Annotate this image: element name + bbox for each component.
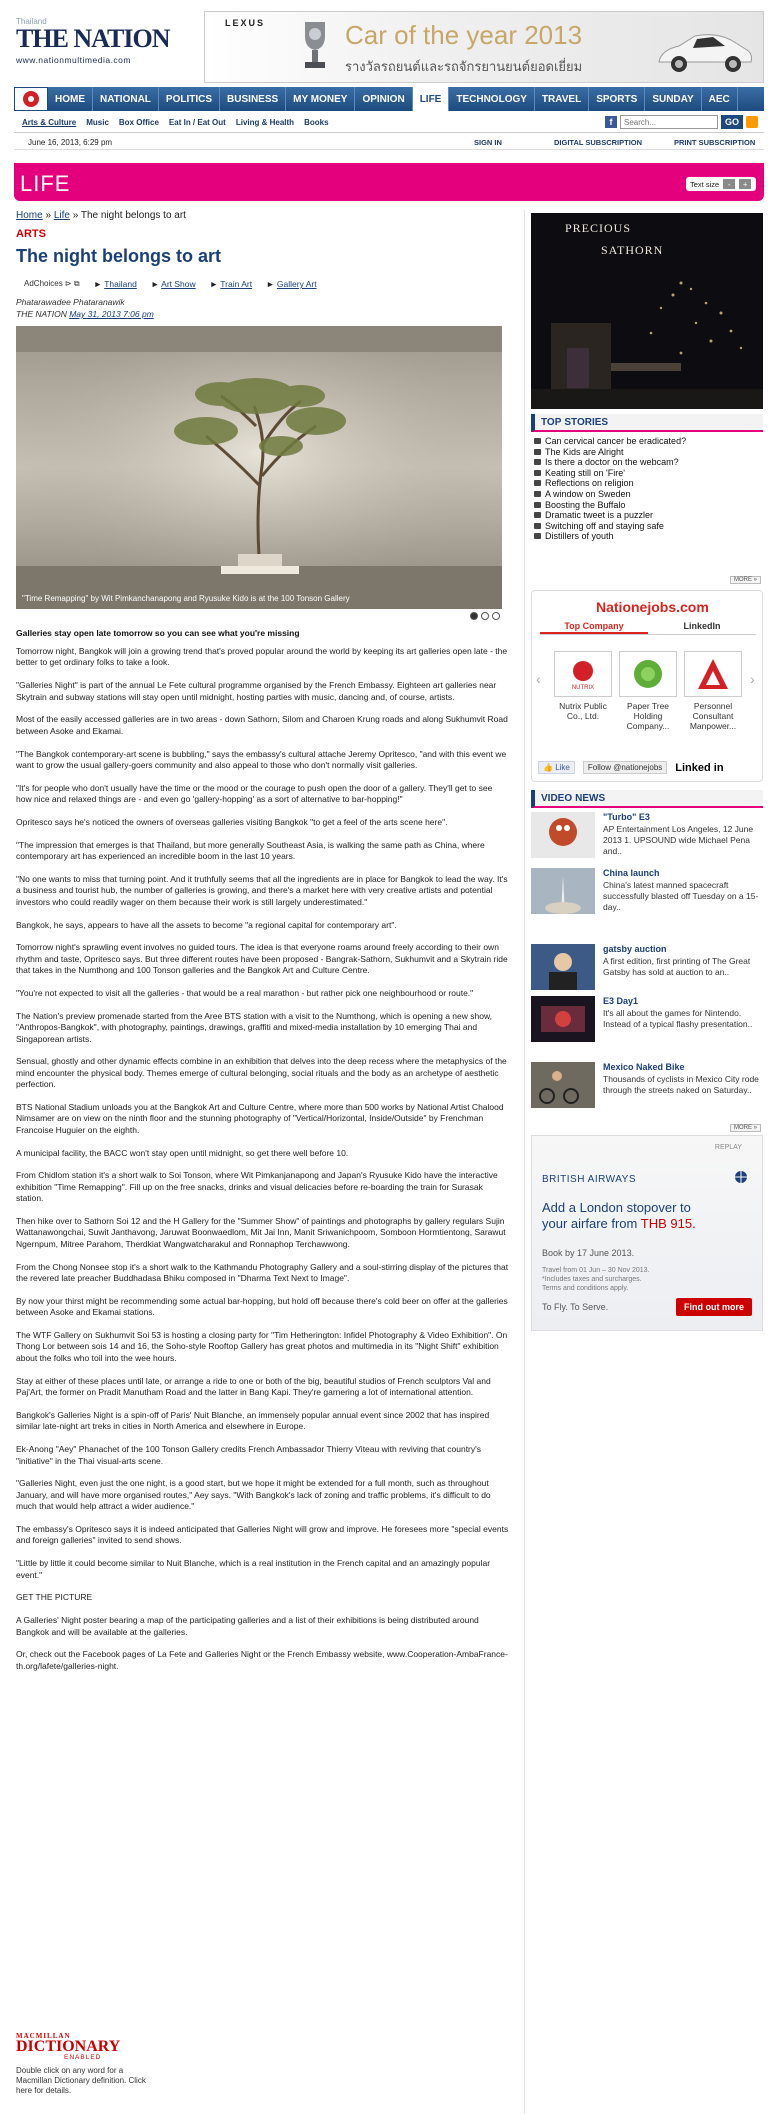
top-story-item[interactable]: A window on Sweden bbox=[531, 489, 763, 500]
article-paragraph: Sensual, ghostly and other dynamic effects combine in an exhibition that delves into the deep recess where the metaphysics of the mind encounter the physical body. Themes emerge of cultural belonging, social rituals and the body as an archetype of aesthetic perfection. bbox=[16, 1056, 507, 1090]
video-description: It's all about the games for Nintendo. Instead of a typical flashy presentation.. bbox=[603, 1008, 753, 1029]
macmillan-dictionary-widget[interactable] bbox=[16, 2032, 146, 2096]
ad-fine-print: Travel from 01 Jun – 30 Nov 2013. *Includes taxes and surcharges. Terms and conditions apply. bbox=[542, 1267, 650, 1292]
article-paragraph: Opritesco says he's noticed the owners of overseas galleries visiting Bangkok "to get a feel of the arts scene here". bbox=[16, 817, 448, 828]
company-nutrix[interactable] bbox=[552, 651, 614, 721]
tag-gallery-art[interactable]: ► Gallery Art bbox=[266, 279, 317, 289]
article-body bbox=[16, 646, 510, 1684]
sign-in-link[interactable]: SIGN IN bbox=[474, 138, 502, 147]
breadcrumb-separator: » bbox=[72, 210, 79, 221]
find-out-more-button[interactable]: Find out more bbox=[676, 1298, 752, 1316]
nav-business[interactable]: BUSINESS bbox=[220, 87, 286, 111]
masthead-title: THE NATION bbox=[16, 24, 170, 53]
globe-icon bbox=[734, 1170, 748, 1184]
article-source: THE NATION bbox=[16, 309, 67, 319]
top-stories-title: TOP bbox=[541, 416, 562, 428]
nav-my-money[interactable]: MY MONEY bbox=[286, 87, 355, 111]
top-story-item[interactable]: Distillers of youth bbox=[531, 531, 763, 542]
nav-life[interactable]: LIFE bbox=[413, 87, 450, 111]
subnav-books[interactable]: Books bbox=[304, 118, 329, 127]
personnel-consultant-logo bbox=[684, 651, 742, 697]
article-paragraph: The Nation's preview promenade started from the Aree BTS station with a visit to the Numthong, which is opening a new show, "Anthropos-Bangkok", with photography, paintings, drawings, graffiti and mixed-media installation by 10 emerging Thai and Singaporean artists. bbox=[16, 1010, 492, 1044]
article-tags bbox=[24, 279, 317, 289]
article-paragraph: Bangkok, he says, appears to have all the assets to become "a regional capital for contemporary art". bbox=[16, 919, 397, 930]
top-story-item[interactable]: The Kids are Alright bbox=[531, 447, 763, 458]
adchoices-icon: ⊳ bbox=[64, 279, 72, 288]
video-description: A first edition, first printing of The Great Gatsby has sold at auction to an.. bbox=[603, 956, 751, 977]
video-item[interactable] bbox=[531, 944, 763, 994]
tag-art-show[interactable]: ► Art Show bbox=[150, 279, 196, 289]
section-title: LIFE bbox=[20, 171, 71, 196]
subnav-arts-culture[interactable]: Arts & Culture bbox=[22, 118, 77, 127]
search-area bbox=[605, 115, 758, 129]
article-paragraph: Ek-Anong "Aey" Phanachet of the 100 Tonson Gallery credits French Ambassador Thierry Viteau with reviving that country's "initiative" in the Thai visual-arts scene. bbox=[16, 1444, 482, 1466]
video-description: Thousands of cyclists in Mexico City rode through the streets naked on Saturday.. bbox=[603, 1074, 759, 1095]
company-name: Personnel Consultant Manpower... bbox=[689, 701, 737, 731]
tab-linkedin[interactable]: LinkedIn bbox=[683, 621, 721, 631]
video-title: gatsby auction bbox=[603, 944, 667, 954]
nav-sunday[interactable]: SUNDAY bbox=[645, 87, 701, 111]
video-thumbnail bbox=[531, 996, 595, 1042]
top-stories-more-button[interactable]: MORE » bbox=[730, 576, 761, 584]
ad-book-by: Book by 17 June 2013. bbox=[542, 1248, 635, 1258]
text-size-decrease-button[interactable]: - bbox=[723, 179, 735, 189]
macmillan-logo-enabled: ENABLED bbox=[64, 2054, 102, 2061]
video-news-title-2: NEWS bbox=[575, 792, 606, 804]
photo-pager bbox=[470, 612, 500, 620]
pager-dot-3[interactable] bbox=[492, 612, 500, 620]
video-item[interactable] bbox=[531, 996, 763, 1046]
adchoices-label: AdChoices bbox=[24, 279, 63, 288]
video-title: China launch bbox=[603, 868, 660, 878]
tag-arrow-icon: ► bbox=[150, 279, 160, 289]
pager-dot-1[interactable] bbox=[470, 612, 478, 620]
subnav-living-health[interactable]: Living & Health bbox=[235, 118, 295, 127]
macmillan-note: Double click on any word for a Macmillan Dictionary definition. Click here for details. bbox=[16, 2066, 146, 2095]
article-paragraph: Most of the easily accessed galleries are in two areas - down Sathorn, Silom and Charoen Krung roads and along Sukhumvit Road between Asoke and Ekamai. bbox=[16, 714, 508, 736]
article-paragraph: Stay at either of these places until late, or arrange a ride to one or both of the big, beautiful studios of French sculptors Val and Paj'Art, the former on Pradit Manutham Road and the latter in Bang Kapi. They're garnering a lot of international attention. bbox=[16, 1375, 491, 1398]
article-paragraph: Then hike over to Sathorn Soi 12 and the H Gallery for the "Summer Show" of paintings and photographs by gallery regulars Sujin Wattanawongchai, Suwit Janthavong, Jaruwat Boonwaedlom, Mit Jai Inn, Manit Sriwanichpoom, Somboon Hormtientong, Sarawut Ngernpum, Mitree Parahom, Therdkiat Wangwatcharakul and Ronnaphop Terchawwong. bbox=[16, 1216, 506, 1249]
article-lede: Galleries stay open late tomorrow so you can see what you're missing bbox=[16, 628, 300, 638]
video-news-header bbox=[531, 790, 763, 808]
nutrix-logo bbox=[554, 651, 612, 697]
banner-thai-text: รางวัลรถยนต์และรถจักรยานยนต์ยอดเยี่ยม bbox=[345, 59, 583, 74]
article-paragraph: Or, check out the Facebook pages of La Fete and Galleries Night or the French Embassy website, www.Cooperation-AmbaFrance-th.org/lafete/galleries-night. bbox=[16, 1649, 508, 1671]
breadcrumb-current: The night belongs to art bbox=[80, 210, 186, 221]
nav-politics[interactable]: POLITICS bbox=[159, 87, 220, 111]
article-byline: Phatarawadee Phataranawik bbox=[16, 297, 125, 307]
article-paragraph: "Little by little it could become similar to Nuit Blanche, which is a real institution in the French capital and an amazingly popular event." bbox=[16, 1558, 491, 1580]
article-paragraph: A Galleries' Night poster bearing a map of the participating galleries and a list of their exhibitions is being distributed around Bangkok and will be available at the galleries. bbox=[16, 1615, 479, 1637]
video-item[interactable] bbox=[531, 1062, 763, 1112]
text-size-control bbox=[686, 177, 756, 191]
banner-headline: Car of the year 2013 bbox=[345, 20, 583, 50]
top-story-item[interactable]: Switching off and staying safe bbox=[531, 521, 763, 532]
company-name: Paper Tree Holding Company... bbox=[626, 701, 670, 731]
nav-sports[interactable]: SPORTS bbox=[589, 87, 645, 111]
twitter-follow-button[interactable]: Follow @nationejobs bbox=[583, 761, 667, 774]
tag-arrow-icon: ► bbox=[93, 279, 102, 289]
linkedin-logo[interactable]: Linked in bbox=[675, 761, 724, 774]
tag-arrow-icon: ► bbox=[266, 279, 275, 289]
jobs-prev-arrow-icon[interactable]: ‹ bbox=[536, 671, 541, 687]
top-stories-box bbox=[531, 414, 763, 542]
breadcrumb-life[interactable]: Life bbox=[53, 210, 70, 221]
article-paragraph: "No one wants to miss that turning point. And it truthfully seems that all the ingredients are in place for Bangkok to lead the way. It's a business and tourist hub, the number of galleries is growing, and there's a market here with very creative artists and potential investors who could readily wager on them because their work is still largely underestimated." bbox=[16, 874, 508, 907]
company-personnel-consultant[interactable] bbox=[682, 651, 744, 731]
current-date: June 16, 2013, 6:29 pm bbox=[28, 138, 113, 147]
subnav-music[interactable]: Music bbox=[86, 118, 109, 127]
article-photo-tree-installation[interactable] bbox=[16, 326, 502, 609]
masthead-logo[interactable] bbox=[14, 10, 204, 65]
company-name: Nutrix Public Co., Ltd. bbox=[559, 701, 607, 721]
article-dateline bbox=[16, 309, 154, 319]
precious-sathorn-ad[interactable] bbox=[531, 213, 763, 409]
dateline-bar bbox=[14, 136, 764, 150]
nav-national[interactable]: NATIONAL bbox=[93, 87, 159, 111]
video-description: China's latest manned spacecraft successfully blasted off Tuesday on a 15-day.. bbox=[603, 880, 759, 912]
british-airways-logo: BRITISH AIRWAYS bbox=[542, 1174, 636, 1185]
ad-line-2: SATHORN bbox=[601, 243, 664, 257]
article-pubdate: May 31, 2013 7:06 pm bbox=[69, 309, 154, 319]
company-paper-tree[interactable] bbox=[617, 651, 679, 731]
nationejobs-widget bbox=[531, 590, 763, 782]
video-news-box bbox=[531, 790, 763, 808]
macmillan-logo-main: DICTIONARY bbox=[16, 2038, 121, 2055]
top-story-item[interactable]: Can cervical cancer be eradicated? bbox=[531, 436, 763, 447]
article-paragraph: "The impression that emerges is that Thailand, but more generally Southeast Asia, is walking the same path as China, where contemporary art has experienced an incredible boom in the last 10 years. bbox=[16, 839, 485, 862]
article-paragraph: Tomorrow night's sprawling event involves no guided tours. The idea is that everyone roams around freely according to their own rhythm and taste, Opritesco says. But three different routes have been proposed - Bangrak-Sathorn, Sukhumvit and a Skytrain ride that takes in the Numthong and 100 Tonson galleries and the Bangkok Art and Culture Centre. bbox=[16, 942, 508, 976]
breadcrumb-home[interactable]: Home bbox=[16, 210, 43, 221]
search-input[interactable] bbox=[620, 115, 718, 129]
breadcrumb bbox=[16, 210, 186, 221]
article-paragraph: The WTF Gallery on Sukhumvit Soi 53 is hosting a closing party for "Tim Hetherington: Infidel Photography & Video Exhibition". On Thong Lor between sois 14 and 16, the Soho-style Rooftop Gallery has great photos and multimedia in its "Night Shift" exhibition about the folks who toil into the wee hours. bbox=[16, 1330, 508, 1363]
video-thumbnail bbox=[531, 812, 595, 858]
facebook-icon[interactable]: f bbox=[605, 116, 617, 128]
video-title: E3 Day1 bbox=[603, 996, 639, 1006]
jobs-tabs bbox=[540, 621, 756, 635]
top-stories-title-2: STORIES bbox=[564, 416, 609, 428]
sub-nav bbox=[14, 113, 764, 133]
article-paragraph: Tomorrow night, Bangkok will join a growing trend that's proved popular around the world by keeping its art galleries open late - the better to get ordinary folks to take a look. bbox=[16, 646, 508, 668]
article-paragraph: "It's for people who don't usually have the time or the mood or the courage to push open the door of a gallery. They'll get to see how nice and relaxed things are - and even go 'gallery-hopping' as a sort of alternative to bar-hopping!" bbox=[16, 782, 493, 805]
car-image bbox=[655, 26, 755, 76]
pager-dot-2[interactable] bbox=[481, 612, 489, 620]
tag-thailand[interactable]: ► Thailand bbox=[93, 279, 137, 289]
ad-headline: Add a London stopover to your airfare from THB 915. bbox=[542, 1200, 696, 1231]
article-paragraph: "Galleries Night" is part of the annual Le Fete cultural programme organised by the French Embassy. Eighteen art galleries near Skytrain and subway stations will stay open until midnight, hosting parties with music, dancing and, of course, artists. bbox=[16, 680, 497, 702]
video-more-button[interactable]: MORE » bbox=[730, 1124, 761, 1132]
nation-home-icon[interactable] bbox=[14, 87, 48, 111]
article-paragraph: A municipal facility, the BACC won't stay open until midnight, so get there well before 10. bbox=[16, 1147, 349, 1158]
video-item[interactable] bbox=[531, 812, 763, 862]
video-title: Mexico Naked Bike bbox=[603, 1062, 685, 1072]
top-story-item[interactable]: Keating still on 'Fire' bbox=[531, 468, 763, 479]
article-paragraph: From Chidlom station it's a short walk to Soi Tonson, where Wit Pimkanjanapong and Japan's Ryusuke Kido have the interactive exhibition "Time Remapping". Fill up on the free snacks, drinks and visual delicacies before re-boarding the train for Surasak station. bbox=[16, 1170, 498, 1204]
lexus-logo: LEXUS bbox=[225, 18, 266, 28]
article-paragraph: Bangkok's Galleries Night is a spin-off of Paris' Nuit Blanche, an immensely popular annual event since 2002 that has inspired similar late-night art treks in cities in North America and elsewhere in Europe. bbox=[16, 1409, 490, 1432]
breadcrumb-separator: » bbox=[45, 210, 52, 221]
article-paragraph: "You're not expected to visit all the galleries - that would be a real marathon - but rather pick one neighbourhood or route." bbox=[16, 988, 474, 999]
ad-tagline: To Fly. To Serve. bbox=[542, 1302, 609, 1312]
thumbs-up-icon: 👍 bbox=[543, 763, 553, 772]
nav-home[interactable]: HOME bbox=[48, 87, 93, 111]
print-subscription-link[interactable]: PRINT SUBSCRIPTION bbox=[674, 138, 756, 147]
article-paragraph: The embassy's Opritesco says it is indeed anticipated that Galleries Night will grow and improve. He foresees more "special events and foreign galleries" invited to send shows. bbox=[16, 1523, 509, 1546]
search-go-button[interactable]: GO bbox=[721, 115, 743, 129]
tag-arrow-icon: ► bbox=[209, 279, 219, 289]
tag-train-art[interactable]: ► Train Art bbox=[209, 279, 253, 289]
adchoices-link[interactable] bbox=[24, 279, 80, 289]
video-thumbnail bbox=[531, 944, 595, 990]
nav-aec[interactable]: AEC bbox=[702, 87, 738, 111]
ad-price: THB 915. bbox=[640, 1216, 696, 1231]
article-paragraph: "Galleries Night, even just the one night, is a good start, but we hope it might be extended for a full month, such as throughout January, and will have more organised routes," Aey says. "With Bangkok's lack of zoning and traffic problems, it's difficult to do much that would help attract a wider audience." bbox=[16, 1478, 491, 1512]
masthead-country: Thailand bbox=[16, 17, 47, 26]
article-section-label: ARTS bbox=[16, 228, 46, 240]
nav-opinion[interactable]: OPINION bbox=[355, 87, 412, 111]
video-item[interactable] bbox=[531, 868, 763, 918]
nav-technology[interactable]: TECHNOLOGY bbox=[449, 87, 535, 111]
video-description: AP Entertainment Los Angeles, 12 June 2013 1. UPSOUND wide Michael Pena and.. bbox=[603, 824, 754, 856]
column-divider bbox=[524, 210, 525, 2114]
nationejobs-logo[interactable]: Nationejobs.com bbox=[596, 599, 709, 615]
article-subhead: GET THE PICTURE bbox=[16, 1592, 93, 1603]
tab-top-company[interactable]: Top Company bbox=[540, 621, 648, 634]
text-size-label: Text size bbox=[690, 179, 720, 189]
jobs-next-arrow-icon[interactable]: › bbox=[750, 671, 755, 687]
top-story-item[interactable]: Dramatic tweet is a puzzler bbox=[531, 510, 763, 521]
subnav-eat[interactable]: Eat In / Eat Out bbox=[168, 118, 226, 127]
share-icon: ⧉ bbox=[73, 279, 80, 288]
article-headline: The night belongs to art bbox=[16, 246, 221, 266]
subnav-box-office[interactable]: Box Office bbox=[118, 118, 159, 127]
photo-caption: "Time Remapping" by Wit Pimkanchanapong and Ryusuke Kido is at the 100 Tonson Gallery bbox=[22, 593, 350, 603]
section-header-life bbox=[14, 163, 764, 201]
top-stories-header bbox=[531, 414, 763, 432]
video-thumbnail bbox=[531, 1062, 595, 1108]
video-news-title: VIDEO bbox=[541, 792, 573, 804]
article-paragraph: "The Bangkok contemporary-art scene is bubbling," says the embassy's cultural attache Jeremy Opritesco, "and with this event we want to grow the usual gallery-goers community and also appeal to those who don't normally visit galleries. bbox=[16, 748, 507, 771]
rss-icon[interactable] bbox=[746, 116, 758, 128]
article-paragraph: From the Chong Nonsee stop it's a short walk to the Kathmandu Photography Gallery and a soul-stirring display of the pictures that the revered late preacher Buddhadasa Bhiku composed in "Dharma Text Next to Image". bbox=[16, 1261, 509, 1284]
top-story-item[interactable]: Boosting the Buffalo bbox=[531, 500, 763, 511]
top-story-item[interactable]: Is there a doctor on the webcam? bbox=[531, 457, 763, 468]
article-paragraph: BTS National Stadium unloads you at the Bangkok Art and Culture Centre, where more than 500 works by National Artist Chalood Nimsamer are on view on the ninth floor and the stunning photography of "Vertical/Horizontal, Inside/Outside" by Frenchman Francoise Huguier on the eighth. bbox=[16, 1102, 504, 1135]
text-size-increase-button[interactable]: + bbox=[739, 179, 751, 189]
trophy-icon bbox=[295, 18, 335, 76]
digital-subscription-link[interactable]: DIGITAL SUBSCRIPTION bbox=[554, 138, 643, 147]
ad-replay-button[interactable]: REPLAY bbox=[714, 1144, 742, 1151]
british-airways-ad[interactable] bbox=[531, 1135, 763, 1331]
facebook-like-button[interactable]: 👍 Like bbox=[538, 761, 575, 774]
main-nav bbox=[14, 87, 764, 111]
paper-tree-logo bbox=[619, 651, 677, 697]
ad-line-1: PRECIOUS bbox=[565, 221, 632, 235]
macmillan-logo-top: MACMILLAN bbox=[16, 2032, 71, 2040]
nutrix-logo-text: NUTRIX bbox=[571, 685, 595, 691]
article-paragraph: By now your thirst might be recommending some actual bar-hopping, but hold off because there's cold beer on offer at the galleries between Asoke and Ekamai stations. bbox=[16, 1295, 508, 1318]
jobs-social-links bbox=[538, 761, 724, 774]
video-thumbnail bbox=[531, 868, 595, 914]
video-title: "Turbo" E3 bbox=[603, 812, 650, 822]
top-story-item[interactable]: Reflections on religion bbox=[531, 478, 763, 489]
nav-travel[interactable]: TRAVEL bbox=[535, 87, 589, 111]
lexus-banner-ad[interactable] bbox=[204, 11, 764, 83]
masthead-url: www.nationmultimedia.com bbox=[16, 55, 131, 65]
